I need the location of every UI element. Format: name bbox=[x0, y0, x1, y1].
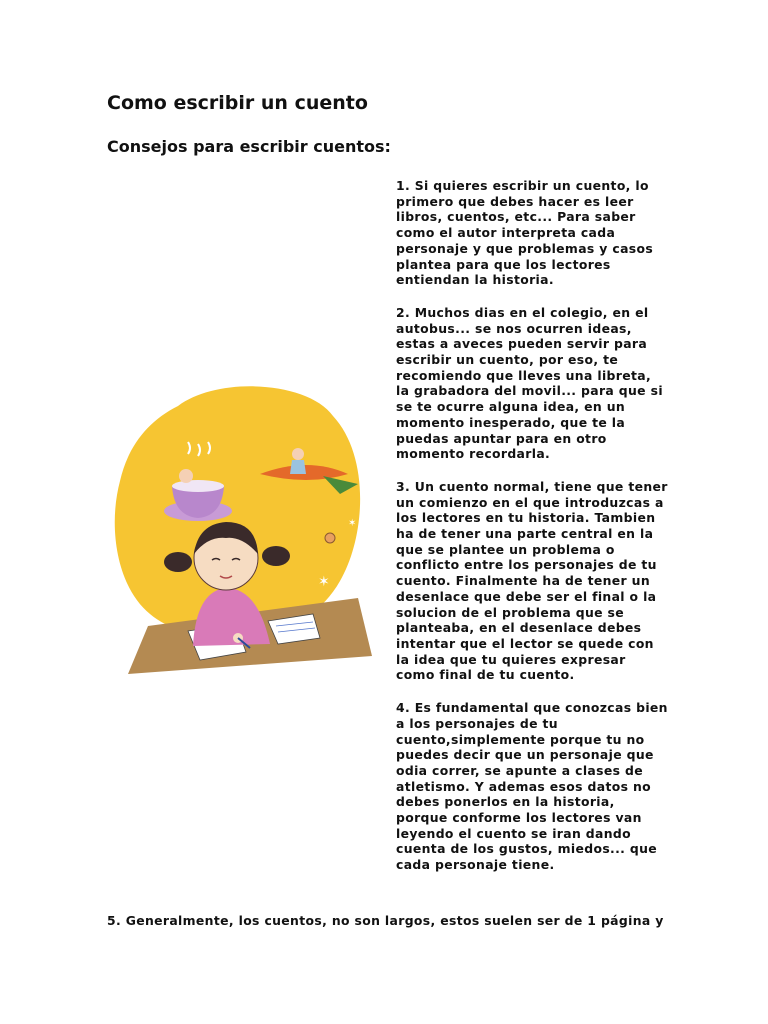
girl-writing-story-illustration bbox=[108, 376, 372, 682]
tip-paragraph: 1. Si quieres escribir un cuento, lo primero que debes hacer es leer libros, cuentos, etc... Para saber como el autor interpreta cada personaje y que problemas y casos plantea para que los lectores entiendan la historia. bbox=[396, 178, 654, 288]
tip-paragraph: 4. Es fundamental que conozcas bien a los personajes de tu cuento,simplemente porque tu no puedes decir que un personaje que odia correr, se apunte a clases de atletismo. Y ademas esos datos no debes ponerlos en la historia, porque conforme los lectores van leyendo el cuento se iran dando cuenta de los gustos, miedos... que cada personaje tiene. bbox=[396, 700, 668, 873]
page-title: Como escribir un cuento bbox=[107, 92, 368, 114]
svg-text:✶: ✶ bbox=[348, 518, 357, 529]
tips-column bbox=[396, 178, 668, 890]
tip-paragraph: 2. Muchos dias en el colegio, en el autobus... se nos ocurren ideas, estas a aveces pueden servir para escribir un cuento, por eso, te recomiendo que lleves una libreta, la grabadora del movil... para que si se te ocurre alguna idea, en un momento inesperado, que te la puedas apuntar para en otro momento recordarla. bbox=[396, 304, 663, 462]
tip-paragraph: 3. Un cuento normal, tiene que tener un comienzo en el que introduzcas a los lectores en tu historia. Tambien ha de tener una parte central en la que se plantee un problema o conflicto entre los personajes de tu cuento. Finalmente ha de tener un desenlace que debe ser el final o la solucion de el problema que se planteaba, en el desenlace debes intentar que el lector se quede con la idea que tu quieres expresar como final de tu cuento. bbox=[396, 478, 668, 683]
svg-text:✶: ✶ bbox=[318, 574, 330, 590]
tip-paragraph-bottom: 5. Generalmente, los cuentos, no son largos, estos suelen ser de 1 página y bbox=[107, 913, 664, 928]
section-subtitle: Consejos para escribir cuentos: bbox=[107, 137, 391, 156]
